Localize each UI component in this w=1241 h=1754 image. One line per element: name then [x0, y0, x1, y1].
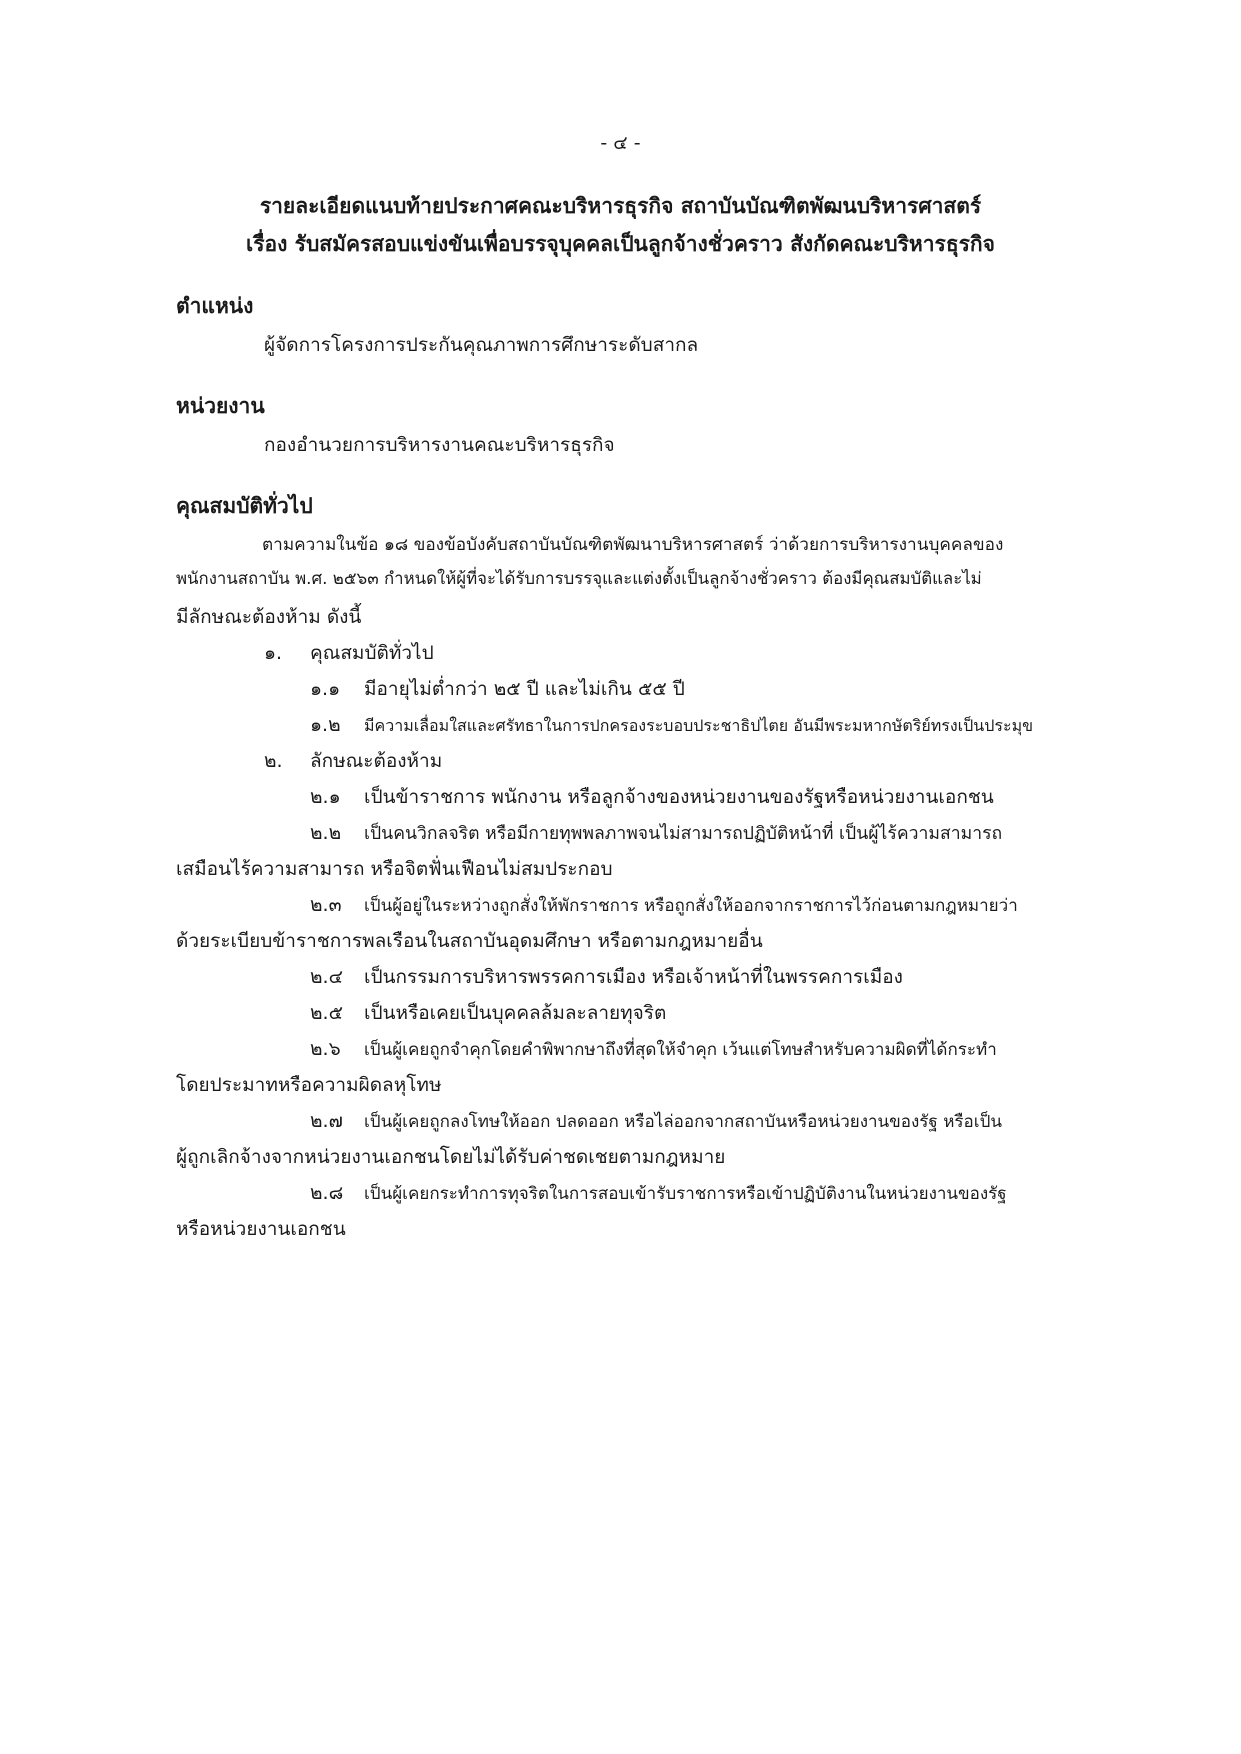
item-text: เป็นข้าราชการ พนักงาน หรือลูกจ้างของหน่วยงานของรัฐหรือหน่วยงานเอกชน [364, 786, 994, 808]
item-2-7 [310, 1106, 1002, 1136]
item-2-2-continued: เสมือนไร้ความสามารถ หรือจิตฟั่นเฟือนไม่สมประกอบ [176, 858, 613, 880]
intro-line-3: มีลักษณะต้องห้าม ดังนี้ [176, 606, 362, 628]
item-2-7-continued: ผู้ถูกเลิกจ้างจากหน่วยงานเอกชนโดยไม่ได้รับค่าชดเชยตามกฎหมาย [176, 1146, 726, 1168]
section-1 [264, 638, 434, 668]
item-text: เป็นผู้เคยถูกจำคุกโดยคำพิพากษาถึงที่สุดให้จำคุก เว้นแต่โทษสำหรับความผิดที่ได้กระทำ [364, 1040, 997, 1060]
section-1-number: ๑. [264, 642, 283, 664]
section-2 [264, 746, 442, 776]
item-number: ๒.๓ [310, 894, 342, 916]
item-number: ๒.๖ [310, 1038, 341, 1060]
item-number: ๑.๒ [310, 714, 341, 736]
item-number: ๒.๒ [310, 822, 342, 844]
qualifications-heading: คุณสมบัติทั่วไป [176, 494, 313, 518]
item-2-6-continued: โดยประมาทหรือความผิดลหุโทษ [176, 1074, 442, 1096]
page-number: - ๔ - [600, 132, 641, 154]
unit-value: กองอำนวยการบริหารงานคณะบริหารธุรกิจ [264, 434, 615, 456]
item-2-1 [310, 782, 994, 812]
title-line-1: รายละเอียดแนบท้ายประกาศคณะบริหารธุรกิจ สถาบันบัณฑิตพัฒนบริหารศาสตร์ [259, 194, 982, 218]
section-2-text: ลักษณะต้องห้าม [310, 750, 443, 772]
item-2-8 [310, 1178, 1007, 1208]
item-text: เป็นผู้อยู่ในระหว่างถูกสั่งให้พักราชการ หรือถูกสั่งให้ออกจากราชการไว้ก่อนตามกฎหมายว่า [364, 896, 1018, 916]
item-2-3-continued: ด้วยระเบียบข้าราชการพลเรือนในสถาบันอุดมศึกษา หรือตามกฎหมายอื่น [176, 930, 763, 952]
item-2-8-continued: หรือหน่วยงานเอกชน [176, 1218, 346, 1240]
section-1-text: คุณสมบัติทั่วไป [310, 642, 434, 664]
item-1-2 [310, 710, 1033, 740]
item-2-2 [310, 818, 1002, 848]
item-text: เป็นหรือเคยเป็นบุคคลล้มละลายทุจริต [364, 1002, 667, 1024]
position-value: ผู้จัดการโครงการประกันคุณภาพการศึกษาระดับสากล [264, 334, 699, 356]
item-number: ๒.๘ [310, 1182, 344, 1204]
item-2-5 [310, 998, 666, 1028]
item-text: มีความเลื่อมใสและศรัทธาในการปกครองระบอบประชาธิปไตย อันมีพระมหากษัตริย์ทรงเป็นประมุข [364, 716, 1034, 735]
item-text: มีอายุไม่ต่ำกว่า ๒๕ ปี และไม่เกิน ๕๕ ปี [364, 678, 685, 700]
item-number: ๒.๔ [310, 966, 343, 988]
item-number: ๑.๑ [310, 678, 341, 700]
unit-heading: หน่วยงาน [176, 394, 265, 418]
intro-line-2: พนักงานสถาบัน พ.ศ. ๒๕๖๓ กำหนดให้ผู้ที่จะได้รับการบรรจุและแต่งตั้งเป็นลูกจ้างชั่วคราว ต้องมีคุณสมบัติและไม่ [176, 568, 982, 588]
position-heading: ตำแหน่ง [176, 294, 254, 318]
item-number: ๒.๑ [310, 786, 341, 808]
item-2-3 [310, 890, 1018, 920]
item-text: เป็นกรรมการบริหารพรรคการเมือง หรือเจ้าหน้าที่ในพรรคการเมือง [364, 966, 903, 988]
intro-line-1: ตามความในข้อ ๑๘ ของข้อบังคับสถาบันบัณฑิตพัฒนาบริหารศาสตร์ ว่าด้วยการบริหารงานบุคคลของ [262, 535, 1004, 555]
item-1-1 [310, 674, 685, 704]
item-2-6 [310, 1034, 997, 1064]
item-number: ๒.๕ [310, 1002, 343, 1024]
item-text: เป็นผู้เคยถูกลงโทษให้ออก ปลดออก หรือไล่ออกจากสถาบันหรือหน่วยงานของรัฐ หรือเป็น [364, 1112, 1002, 1132]
item-text: เป็นผู้เคยกระทำการทุจริตในการสอบเข้ารับราชการหรือเข้าปฏิบัติงานในหน่วยงานของรัฐ [364, 1184, 1007, 1204]
item-2-4 [310, 962, 903, 992]
section-2-number: ๒. [264, 750, 283, 772]
item-number: ๒.๗ [310, 1110, 343, 1132]
title-line-2: เรื่อง รับสมัครสอบแข่งขันเพื่อบรรจุบุคคลเป็นลูกจ้างชั่วคราว สังกัดคณะบริหารธุรกิจ [246, 232, 995, 256]
item-text: เป็นคนวิกลจริต หรือมีกายทุพพลภาพจนไม่สามารถปฏิบัติหน้าที่ เป็นผู้ไร้ความสามารถ [364, 824, 1003, 844]
